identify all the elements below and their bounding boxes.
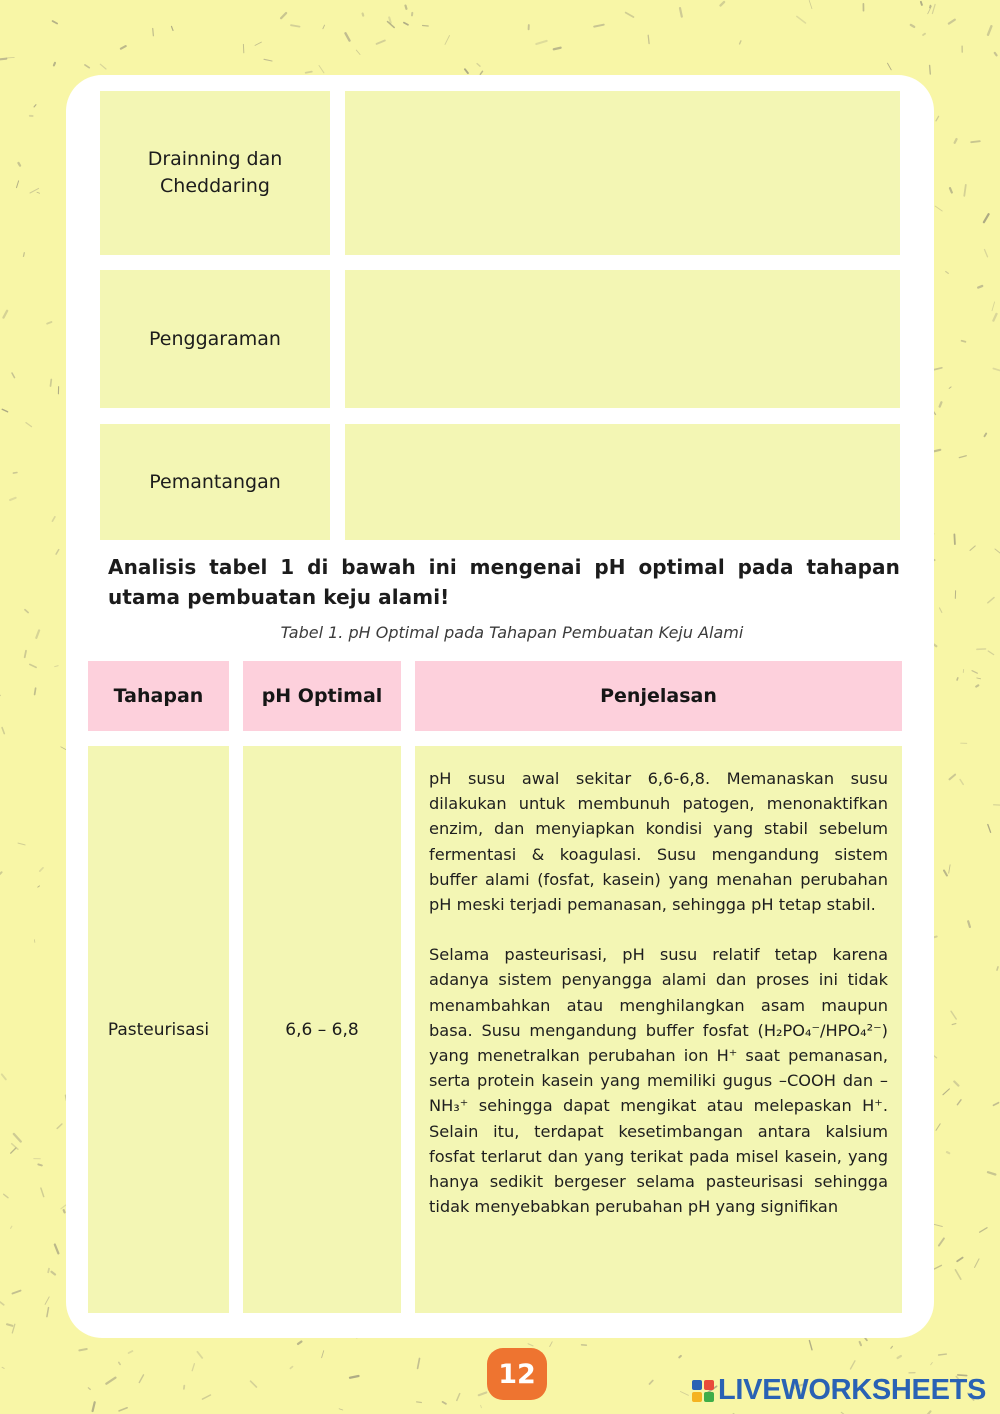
cell-explanation-pasteurisasi [415, 746, 902, 1313]
answer-box-pemantangan[interactable] [345, 424, 900, 540]
answer-box-draining[interactable] [345, 91, 900, 255]
explanation-paragraph-2: Selama pasteurisasi, pH susu relatif tetap karena adanya sistem penyangga alami dan proses ini tidak menambahkan atau menghilangkan asam maupun basa. Susu mengandung buffer fosfat (H₂PO₄⁻/HPO₄²⁻) yang menetralkan perubahan ion H⁺ saat pemanasan, serta protein kasein yang memiliki gugus –COOH dan –NH₃⁺ sehingga dapat mengikat atau melepaskan H⁺. Selain itu, terdapat kesetimbangan antara kalsium fosfat terlarut dan yang terikat pada misel kasein, yang hanya sedikit bergeser selama pasteurisasi sehingga tidak menyebabkan perubahan pH yang signifikan [429, 945, 888, 1217]
brand-name: LIVEWORKSHEETS [718, 1374, 987, 1406]
cell-stage-pasteurisasi: Pasteurisasi [88, 746, 229, 1313]
explanation-paragraph-1: pH susu awal sekitar 6,6-6,8. Memanaskan susu dilakukan untuk membunuh patogen, menonaktifkan enzim, dan menyiapkan kondisi yang stabil sebelum fermentasi & koagulasi. Susu mengandung sistem buffer alami (fosfat, kasein) yang menahan perubahan pH meski terjadi pemanasan, sehingga pH tetap stabil. [429, 769, 888, 915]
answer-box-penggaraman[interactable] [345, 270, 900, 408]
stage-label-draining: Drainning dan Cheddaring [100, 91, 330, 255]
instruction-text: Analisis tabel 1 di bawah ini mengenai pH optimal pada tahapan utama pembuatan keju alami! [108, 555, 900, 609]
stage-label-pemantangan: Pemantangan [100, 424, 330, 540]
stage-label-penggaraman: Penggaraman [100, 270, 330, 408]
liveworksheets-logo [692, 1374, 986, 1407]
page-number-badge: 12 [487, 1348, 547, 1400]
table-caption: Tabel 1. pH Optimal pada Tahapan Pembuatan Keju Alami [280, 623, 744, 642]
header-ph-optimal: pH Optimal [243, 661, 401, 731]
header-penjelasan: Penjelasan [415, 661, 902, 731]
header-tahapan: Tahapan [88, 661, 229, 731]
cell-ph-pasteurisasi: 6,6 – 6,8 [243, 746, 401, 1313]
liveworksheets-icon [692, 1380, 714, 1402]
